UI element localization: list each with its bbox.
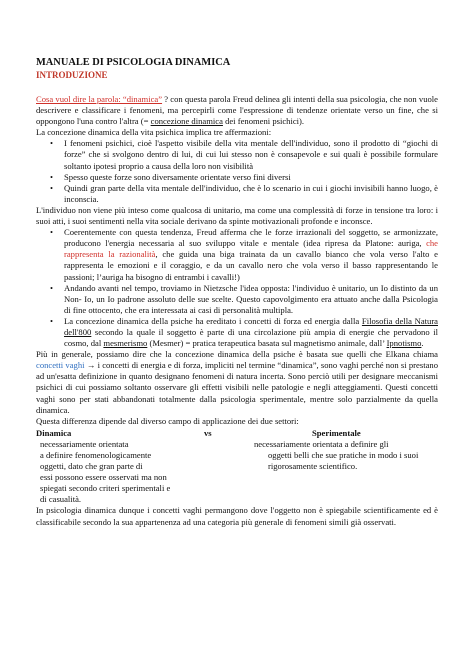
list-item: • Spesso queste forze sono diversamente orientate verso fini diversi [50,171,291,182]
dinamica-line: oggetti, dato che gran parte di [40,461,143,472]
dinamica-heading: Dinamica [36,427,72,438]
sperimentale-column [250,439,438,506]
list-item: • I fenomeni psichici, cioè l'aspetto visibile della vita mentale dell'individuo, sono il prodotto di “giochi di forze” che si svolgono dentro di lui, di cui lui stesso non è consapevole e sui quali è possibile formulare soltanto ipotesi proprio a causa della loro non visibilità [50,138,438,171]
concezione-dinamica-term: concezione dinamica [150,116,223,127]
list-item: • La concezione dinamica della psiche ha ereditato i concetti di forza ed energia dalla Filosofia della Natura dell'800 secondo la quale il soggetto è parte di una circolazione più ampia di energie che pervadono il cosmo, dal mesmerismo (Mesmer) = pratica terapeutica basata sul magnetismo animale, dall’ Ipnotismo. [50,315,438,349]
history-list [36,227,438,349]
comparison-body [36,439,438,506]
bullet-icon: • [50,138,54,149]
difference-intro: Questa differenza dipende dal diverso campo di applicazione dei due settori: [36,415,299,426]
sperimentale-line: oggetti belli che sue pratiche in modo i suoi [268,450,419,460]
ipnotismo-term: Ipnotismo [386,338,422,349]
intro-paragraph [36,94,438,127]
dinamica-line: spiegati secondo criteri sperimentali e [40,483,171,494]
sperimentale-heading: Sperimentale [312,427,361,438]
bullet-icon: • [50,315,54,326]
intro-text-b: dei fenomeni psichici). [222,116,305,127]
dinamica-line: essi possono essere osservati ma non [40,472,167,483]
dinamica-column [36,439,250,506]
section-heading: INTRODUZIONE [36,70,108,80]
bullet-icon: • [50,282,54,293]
conclusion-paragraph: In psicologia dinamica dunque i concetti vaghi permangono dove l'oggetto non è spiegabile scientificamente ed è classificabile secondo la sua appartenenza ad una categoria più generale di fenomeni simili già osservati. [36,505,438,527]
document-title: MANUALE DI PSICOLOGIA DINAMICA [36,57,231,68]
vs-label: vs [204,427,212,438]
filosofia-natura-term: Filosofia della Natura dell'800 [64,315,438,337]
bullet-icon: • [50,227,54,238]
dinamica-line: necessariamente orientata [40,438,129,449]
list-item: • Quindi gran parte della vita mentale dell'individuo, che è lo scenario in cui i giochi invisibili hanno luogo, è inconscia. [50,182,438,204]
sperimentale-line: necessariamente orientata a definire gli [254,438,389,449]
razionalita-highlight: che rappresenta la razionalità [64,238,438,260]
list-item: • Andando avanti nel tempo, troviamo in Nietzsche l'idea opposta: l'individuo è unitario, un Io distinto da un Non- Io, un Io padrone assoluto delle sue scelte. Questo capovolgimento era attuato anche dalla Psicologia di fine ottocento, che era interessata ai casi di personalità multipla. [50,282,438,315]
concetti-vaghi-highlight: concetti vaghi [36,360,85,371]
comparison-header [36,428,438,439]
dinamica-line: di casualità. [40,494,82,505]
mesmerismo-term: mesmerismo [103,338,148,349]
dinamica-line: a definire fenomenologicamente [40,450,152,460]
affirmations-intro: La concezione dinamica della vita psichica implica tre affermazioni: [36,127,272,138]
individual-paragraph: L'individuo non viene più inteso come qualcosa di unitario, ma come una complessità di forze in tensione tra loro: i suoi atti, i suoi sentimenti nella vita sociale derivano da spinte motivazionali profonde e inconsce. [36,204,438,227]
bullet-icon: • [50,182,54,193]
bullet-icon: • [50,171,54,182]
dinamica-link[interactable]: Cosa vuol dire la parola: “dinamica” [36,94,163,104]
sperimentale-line: rigorosamente scientifico. [268,461,358,472]
intro-text-a: ? con questa parola Freud delinea gli intenti della sua psicologia, che non vuole descrivere e classificare i fenomeni, ma percepirli come l'espressione di tendenze orientate verso un fine, che si oppongono l'una contro l'altra (= [36,94,438,127]
vague-concepts-paragraph: Più in generale, possiamo dire che la concezione dinamica della psiche è basata sue quelli che Elkana chiama concetti vaghi → i concetti di energia e di forza, impliciti nel termine “dinamica”, sono vaghi perché non si prestano ad un'esatta definizione in quanto designano fenomeni di natura incerta. Sono perciò utili per designare meccanismi psichici di cui possiamo soltanto osservare gli effetti visibili nelle patologie e negli atteggiamenti. Questi concetti vaghi sono per stati abbandonati totalmente dalla psicologia sperimentale, mentre solo parzialmente da quella dinamica. [36,349,438,415]
affirmations-list [36,138,438,205]
list-item: • Coerentemente con questa tendenza, Freud afferma che le forze irrazionali del soggetto, se armonizzate, producono l'energia necessaria al suo sviluppo vitale e mentale (idea ripresa da Platone: auriga, che rappresenta la razionalità, che guida una biga trainata da un cavallo bianco che vola verso l'alto e rappresenta le emozioni e il coraggio, e da un cavallo nero che vola verso il basso rappresentando le passioni; l’auriga ha bisogno di entrambi i cavalli!) [50,227,438,282]
